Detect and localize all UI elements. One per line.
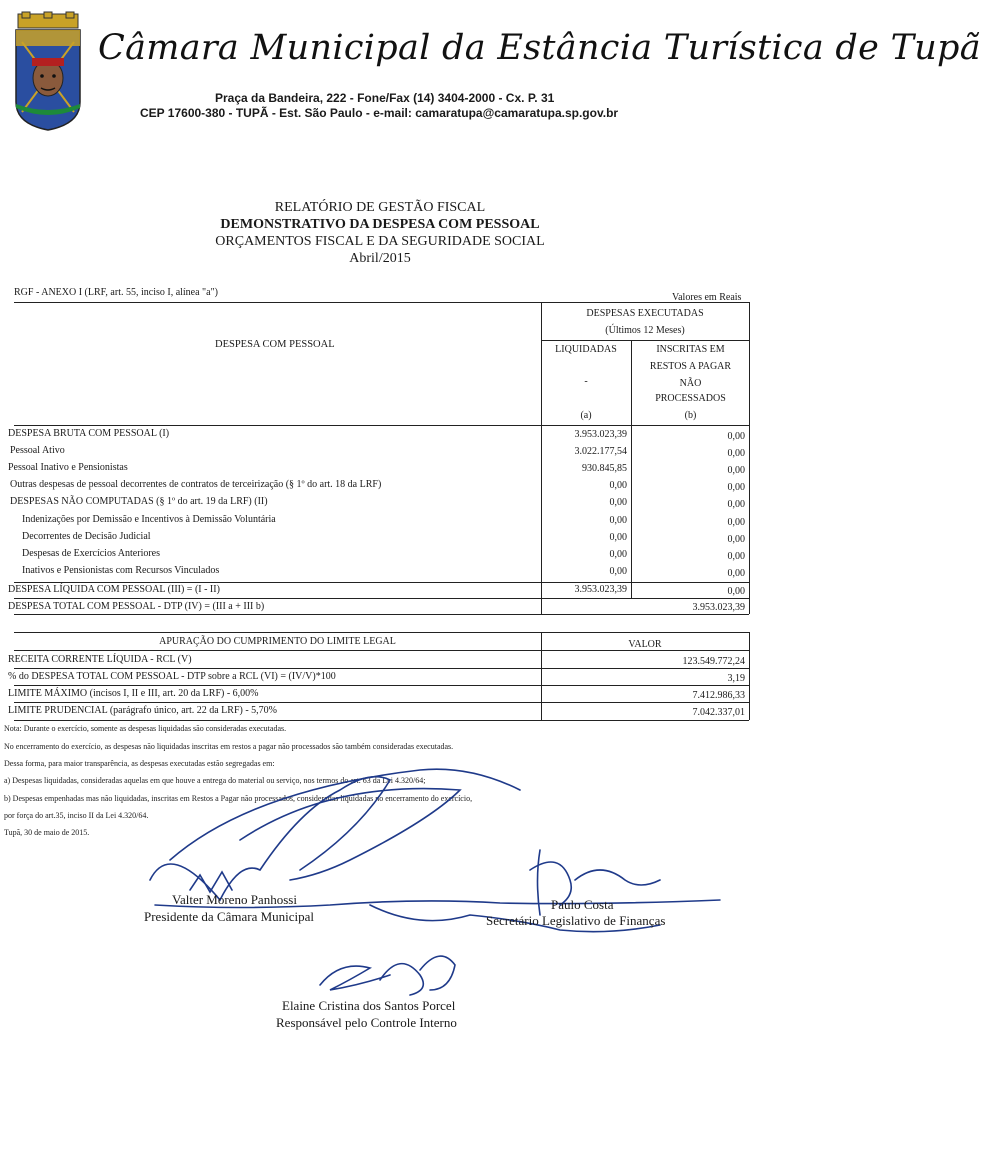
report-scope: ORÇAMENTOS FISCAL E DA SEGURIDADE SOCIAL xyxy=(215,234,545,249)
table1-row-value-b: 0,00 xyxy=(727,534,745,545)
table1-row-value-b: 0,00 xyxy=(727,431,745,442)
table1-row-label: DESPESA BRUTA COM PESSOAL (I) xyxy=(8,428,170,439)
table1-row-value-b: 0,00 xyxy=(727,517,745,528)
table1-row-value-b: 0,00 xyxy=(727,448,745,459)
table2-row-value: 123.549.772,24 xyxy=(682,656,745,667)
address-line-2: CEP 17600-380 - TUPÃ - Est. São Paulo - e-mail: camaratupa@camaratupa.sp.gov.br xyxy=(140,106,619,120)
annex-reference: RGF - ANEXO I (LRF, art. 55, inciso I, alínea "a") xyxy=(14,287,218,298)
table1-row-value-a: 0,00 xyxy=(609,532,627,543)
table1-head-col-a-dash: - xyxy=(584,376,588,387)
table1-row-value-a: 0,00 xyxy=(609,515,627,526)
table1-row-value-a: 930.845,85 xyxy=(582,463,627,474)
table1-row-label: Indenizações por Demissão e Incentivos à Demissão Voluntária xyxy=(22,514,276,525)
table1-row-value-b: 0,00 xyxy=(727,551,745,562)
signature-3-role: Responsável pelo Controle Interno xyxy=(276,1015,457,1030)
table1-head-col-b-line: PROCESSADOS xyxy=(655,393,726,404)
table1-row-value-a: 3.953.023,39 xyxy=(574,584,627,595)
table1-row-value-b: 0,00 xyxy=(727,568,745,579)
signature-1-name: Valter Moreno Panhossi xyxy=(172,892,297,907)
table1-row-label: DESPESAS NÃO COMPUTADAS (§ 1º do art. 19 da LRF) (II) xyxy=(10,496,268,507)
table1-row-value-b: 0,00 xyxy=(727,499,745,510)
table1-head-col-a-ref: (a) xyxy=(580,410,592,421)
signature-3-name: Elaine Cristina dos Santos Porcel xyxy=(282,998,456,1013)
note-line: No encerramento do exercício, as despesas não liquidadas inscritas em restos a pagar não processados são também consideradas executadas. xyxy=(4,742,454,751)
signature-2-name: Paulo Costa xyxy=(551,897,614,912)
table1-row-value-b: 0,00 xyxy=(727,482,745,493)
note-line: Nota: Durante o exercício, somente as despesas liquidadas são consideradas executadas. xyxy=(4,724,287,733)
table1-row-value-a: 0,00 xyxy=(609,549,627,560)
table1-head-col-a: LIQUIDADAS xyxy=(555,344,617,355)
table2-row-label: LIMITE PRUDENCIAL (parágrafo único, art. 22 da LRF) - 5,70% xyxy=(8,705,278,716)
table1-row-label: Inativos e Pensionistas com Recursos Vinculados xyxy=(22,565,220,576)
table1-row-label: Despesas de Exercícios Anteriores xyxy=(22,548,161,559)
table2-row-value: 7.042.337,01 xyxy=(692,707,745,718)
note-line: a) Despesas liquidadas, consideradas aquelas em que houve a entrega do material ou serviço, nos termos do art. 63 da Lei 4.320/64; xyxy=(4,776,426,785)
table1-row-value-b: 0,00 xyxy=(727,586,745,597)
table1-head-col-b-line: RESTOS A PAGAR xyxy=(649,361,732,372)
table1-total-value: 3.953.023,39 xyxy=(692,602,745,613)
note-line: Dessa forma, para maior transparência, as despesas executadas estão segregadas em: xyxy=(4,759,275,768)
table1-head-group: DESPESAS EXECUTADAS xyxy=(586,308,704,319)
signature-1-role: Presidente da Câmara Municipal xyxy=(144,909,315,924)
table1-row-value-b: 0,00 xyxy=(727,465,745,476)
report-period: Abril/2015 xyxy=(349,251,411,266)
table1-row-value-a: 3.022.177,54 xyxy=(574,446,627,457)
table1-row-value-a: 0,00 xyxy=(609,566,627,577)
table1-head-label: DESPESA COM PESSOAL xyxy=(215,339,335,350)
table1-row-label: DESPESA LÍQUIDA COM PESSOAL (III) = (I - II) xyxy=(8,584,220,595)
table1-head-col-b-line: NÃO xyxy=(679,378,702,389)
table2-row-label: % do DESPESA TOTAL COM PESSOAL - DTP sobre a RCL (VI) = (IV/V)*100 xyxy=(8,671,336,682)
table2-head-label: APURAÇÃO DO CUMPRIMENTO DO LIMITE LEGAL xyxy=(159,636,396,647)
table2-row-value: 3,19 xyxy=(727,673,745,684)
report-title: RELATÓRIO DE GESTÃO FISCAL xyxy=(274,200,486,215)
units-label: Valores em Reais xyxy=(672,292,742,303)
table1-row-label: Decorrentes de Decisão Judicial xyxy=(22,531,151,542)
note-line: por força do art.35, inciso II da Lei 4.320/64. xyxy=(4,811,149,820)
table2-row-label: RECEITA CORRENTE LÍQUIDA - RCL (V) xyxy=(8,654,192,665)
note-date: Tupã, 30 de maio de 2015. xyxy=(4,828,90,837)
report-subtitle: DEMONSTRATIVO DA DESPESA COM PESSOAL xyxy=(220,217,540,232)
institution-name: Câmara Municipal da Estância Turística de Tupã xyxy=(98,28,981,68)
table1-row-value-a: 3.953.023,39 xyxy=(574,429,627,440)
table1-row-label: Pessoal Ativo xyxy=(10,445,65,456)
table1-row-value-a: 0,00 xyxy=(609,480,627,491)
table1-head-col-b-ref: (b) xyxy=(684,410,697,421)
note-line: b) Despesas empenhadas mas não liquidadas, inscritas em Restos a Pagar não processados, consideradas liquidadas no encerramento do exercício, xyxy=(4,794,473,803)
table1-row-label: Pessoal Inativo e Pensionistas xyxy=(8,462,128,473)
table2-row-label: LIMITE MÁXIMO (incisos I, II e III, art. 20 da LRF) - 6,00% xyxy=(8,688,259,699)
address-line-1: Praça da Bandeira, 222 - Fone/Fax (14) 3404-2000 - Cx. P. 31 xyxy=(215,91,555,105)
table1-total-label: DESPESA TOTAL COM PESSOAL - DTP (IV) = (III a + III b) xyxy=(8,601,265,612)
table1-head-group-sub: (Últimos 12 Meses) xyxy=(605,325,685,336)
table1-row-value-a: 0,00 xyxy=(609,497,627,508)
table1-row-label: Outras despesas de pessoal decorrentes de contratos de terceirização (§ 1º do art. 18 da LRF) xyxy=(10,479,382,490)
table2-head-value: VALOR xyxy=(628,639,662,650)
signature-2-role: Secretário Legislativo de Finanças xyxy=(486,913,666,928)
table2-row-value: 7.412.986,33 xyxy=(692,690,745,701)
table1-head-col-b-line: INSCRITAS EM xyxy=(656,344,725,355)
